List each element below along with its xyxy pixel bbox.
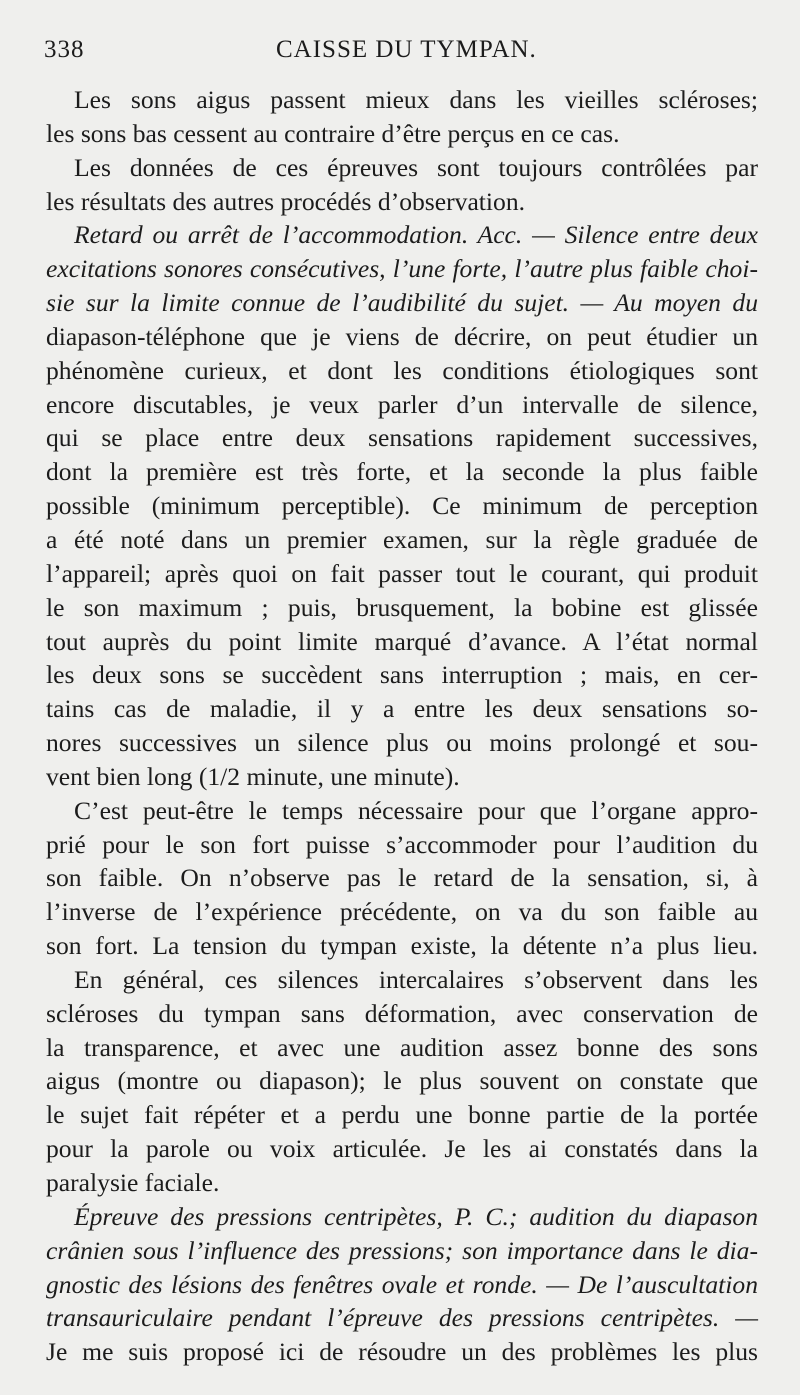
text-line: transauriculaire pendant l’épreuve des pressions centripètes. — [46, 1303, 758, 1333]
text-line: paralysie faciale. [46, 1168, 220, 1197]
text-line: excitations sonores consécutives, l’une forte, l’autre plus faible choi- [46, 254, 758, 284]
text-line: l’inverse de l’expérience précédente, on va du son faible au [46, 897, 758, 927]
text-line: Les sons aigus passent mieux dans les vieilles scléroses; [74, 85, 758, 114]
text-line: prié pour le son fort puisse s’accommoder pour l’audition du [46, 829, 758, 859]
running-title: CAISSE DU TYMPAN. [276, 36, 537, 63]
text-line: tains cas de maladie, il y a entre les deux sensations so- [46, 694, 758, 724]
text-line: crânien sous l’influence des pressions; son importance dans le dia- [46, 1235, 758, 1265]
page-header [44, 36, 760, 76]
text-line: C’est peut-être le temps nécessaire pour que l’organe appro- [74, 795, 758, 825]
text-line: encore discutables, je veux parler d’un intervalle de silence, [46, 389, 758, 419]
text-line: phénomène curieux, et dont les conditions étiologiques sont [46, 355, 758, 385]
text-line: aigus (montre ou diapason); le plus souvent on constate que [46, 1066, 758, 1096]
text-line: tout auprès du point limite marqué d’avance. A l’état normal [46, 626, 758, 656]
text-line: dont la première est très forte, et la seconde la plus faible [46, 457, 758, 487]
text-line: a été noté dans un premier examen, sur la règle graduée de [46, 524, 758, 554]
text-line: nores successives un silence plus ou moins prolongé et sou- [46, 728, 758, 758]
text-line: les deux sons se succèdent sans interruption ; mais, en cer- [46, 660, 758, 690]
text-line: gnostic des lésions des fenêtres ovale et ronde. — De l’auscultation [46, 1269, 758, 1299]
text-line: la transparence, et avec une audition assez bonne des sons [46, 1032, 758, 1062]
text-line: les sons bas cessent au contraire d’être perçus en ce cas. [46, 118, 620, 148]
text-line: Retard ou arrêt de l’accommodation. Acc. — Silence entre deux [74, 220, 758, 250]
text-line: le son maximum ; puis, brusquement, la bobine est glissée [46, 592, 758, 622]
text-line: scléroses du tympan sans déformation, avec conservation de [46, 998, 758, 1028]
text-line: qui se place entre deux sensations rapidement successives, [46, 423, 758, 453]
text-line: l’appareil; après quoi on fait passer tout le courant, qui produit [46, 558, 758, 588]
text-line: le sujet fait répéter et a perdu une bonne partie de la portée [46, 1100, 758, 1130]
text-line: son faible. On n’observe pas le retard de la sensation, si, à [46, 863, 758, 893]
text-line: sie sur la limite connue de l’audibilité du sujet. — Au moyen du [46, 288, 758, 318]
text-line: vent bien long (1/2 minute, une minute). [46, 761, 460, 791]
page-number: 338 [44, 36, 85, 63]
text-line: possible (minimum perceptible). Ce minimum de perception [46, 491, 758, 521]
text-line: diapason-téléphone que je viens de décrire, on peut étudier un [46, 321, 758, 351]
text-line: Épreuve des pressions centripètes, P. C.; audition du diapason [74, 1201, 758, 1231]
text-line: pour la parole ou voix articulée. Je les ai constatés dans la [46, 1134, 758, 1164]
text-line: les résultats des autres procédés d’observation. [46, 186, 526, 216]
text-line: son fort. La tension du tympan existe, la détente n’a plus lieu. [46, 931, 758, 961]
text-line: En général, ces silences intercalaires s’observent dans les [74, 964, 758, 994]
body-text [46, 83, 758, 1369]
text-line: Je me suis proposé ici de résoudre un des problèmes les plus [46, 1337, 758, 1367]
text-line: Les données de ces épreuves sont toujours contrôlées par [74, 152, 758, 182]
